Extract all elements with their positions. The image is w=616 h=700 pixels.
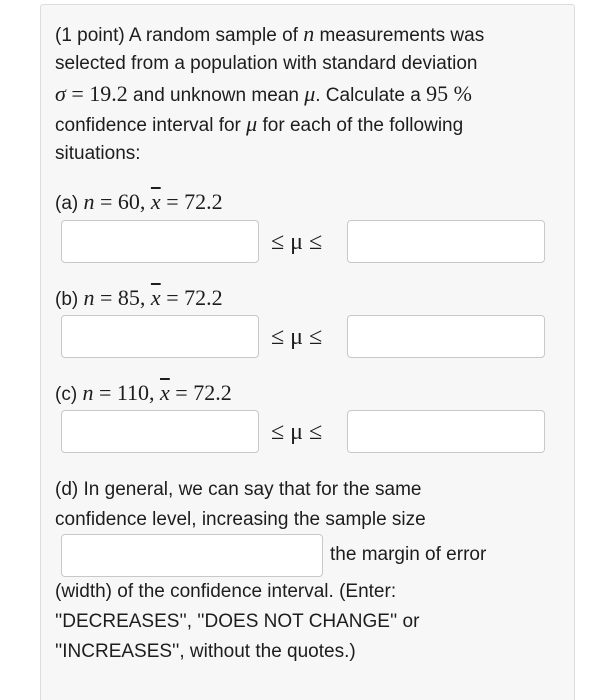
intro-line-4	[55, 109, 463, 141]
n-value: = 85,	[94, 285, 151, 310]
part-b-lower-input[interactable]	[61, 315, 259, 358]
var-n: n	[83, 285, 95, 310]
var-xbar: $\overline{x}$	[150, 285, 161, 310]
part-d-line-4: (width) of the confidence interval. (Enter:	[55, 581, 397, 602]
part-b-upper-input[interactable]	[347, 315, 545, 358]
intro-line-2: selected from a population with standard deviation	[55, 53, 478, 74]
sigma-value: = 19.2	[65, 81, 128, 106]
intro-text: and unknown mean	[127, 85, 305, 106]
part-d-after-input: the margin of error	[330, 544, 487, 565]
intro-text: . Calculate a	[315, 85, 427, 106]
confidence-level: 95 %	[426, 81, 472, 106]
var-xbar: $\overline{x}$	[160, 380, 170, 405]
part-a-lower-input[interactable]	[61, 220, 259, 263]
part-a-label	[55, 187, 223, 219]
part-a-upper-input[interactable]	[347, 220, 545, 263]
part-label: (b)	[55, 289, 84, 310]
intro-line-3	[55, 79, 472, 111]
var-n: n	[83, 189, 95, 214]
intro-text: measurements was	[314, 25, 485, 46]
part-c-lower-input[interactable]	[61, 410, 259, 453]
var-mu: μ	[246, 111, 258, 136]
var-mu: μ	[304, 81, 316, 106]
intro-text: (1 point) A random sample of	[55, 25, 304, 46]
part-c-label	[55, 378, 232, 410]
xbar-value: = 72.2	[160, 285, 223, 310]
part-d-line-6: ''INCREASES'', without the quotes.)	[55, 641, 356, 662]
part-d-line-2: confidence level, increasing the sample size	[55, 509, 426, 530]
var-sigma: σ	[55, 81, 66, 106]
var-xbar: $\overline{x}$	[150, 189, 161, 214]
part-b-inequality: ≤ μ ≤	[271, 324, 323, 350]
n-value: = 110,	[93, 380, 161, 405]
n-value: = 60,	[94, 189, 151, 214]
var-n: n	[82, 380, 94, 405]
intro-line-5: situations:	[55, 143, 141, 164]
part-d-line-1: (d) In general, we can say that for the same	[55, 479, 422, 500]
part-b-label	[55, 283, 223, 315]
part-label: (c)	[55, 384, 83, 405]
part-d-answer-input[interactable]	[61, 534, 323, 577]
part-c-upper-input[interactable]	[347, 410, 545, 453]
intro-line-1	[55, 19, 484, 51]
part-label: (a)	[55, 193, 84, 214]
intro-text: confidence interval for	[55, 115, 247, 136]
part-a-inequality: ≤ μ ≤	[271, 229, 323, 255]
xbar-value: = 72.2	[160, 189, 223, 214]
var-n: n	[303, 21, 315, 46]
intro-text: for each of the following	[257, 115, 464, 136]
part-d-line-5: ''DECREASES'', ''DOES NOT CHANGE'' or	[55, 611, 420, 632]
part-c-inequality: ≤ μ ≤	[271, 419, 323, 445]
xbar-value: = 72.2	[169, 380, 232, 405]
